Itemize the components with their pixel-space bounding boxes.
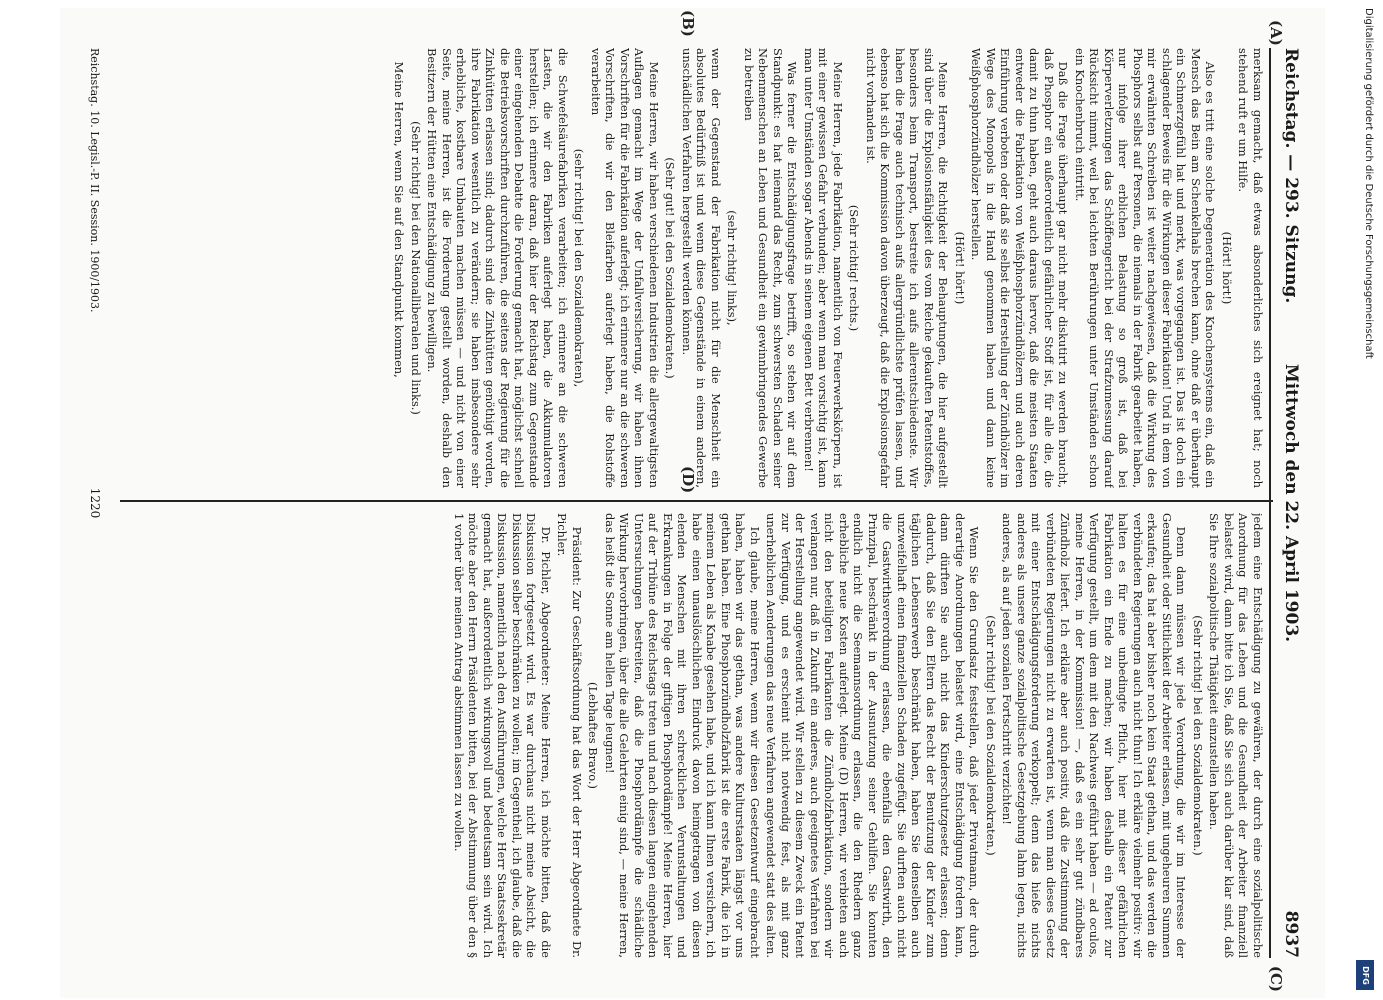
interjection: (Sehr richtig! bei den Sozialdemokraten.)	[1191, 615, 1205, 856]
scanned-page	[60, 8, 1325, 998]
paragraph: Denn dann müssen wir jede Verordnung, die wir im Interesse der Gesundheit oder Sittlichkeit der Arbeiter erlassen, mit ungeheuren Summen erkaufen; das hat aber bisher noch kein Staat gethan, und das werden die verbündeten Regierungen auch nicht thun! Ich erkläre vielmehr positiv: wir halten es für eine unbedingte Pflicht, hier mit dieser gefährlichen Fabrikation ein Ende zu machen; wir haben deshalb ein Patent zur Verfügung gestellt, um dem mit den Nachweis geführt haben — ad oculos, meine Herren, in der Kommission! —, daß es ein sehr gut zündbares Zündholz liefert. Ich erkläre aber auch positiv, daß die Zustimmung der verbündeten Regierungen nicht zu erwarten ist, wenn man dieses Gesetz mit einer Entschädigungsforderung verkoppelt; denn das hieße nichts anderes als unsere ganze sozialpolitische Gesetzgebung lahm legen, nichts anderes, als auf jeden sozialen Fortschritt verzichten!	[1000, 513, 1189, 958]
paragraph: Meine Herren, wir haben verschiedenen Industrien die allergewaltigsten Auflagen gemacht im Wege der Unfallversicherung, wir haben ihnen Vorschriften für die Fabrikation auferlegt; ich erinnere nur an die schweren Vorschriften, die wir den Bleifarben auferlegt haben, die Rohstoffe verarbeiten	[589, 48, 661, 488]
interjection: (Sehr richtig! bei den Sozialdemokraten.)	[984, 615, 998, 856]
right-column	[120, 513, 1265, 958]
header-date: Mittwoch den 22. April 1903.	[1281, 363, 1301, 643]
interjection: (sehr richtig! bei den Sozialdemokraten),	[572, 148, 587, 388]
interjection: (Sehr richtig! rechts.)	[847, 204, 862, 332]
paragraph: Was ferner die Entschädigungsfrage betrifft, so stehen wir auf dem Standpunkt: es hat niemand das Recht, zum schwersten Schaden seiner Nebenmenschen an Leben und Gesundheit ein gewinnbringendes Gewerbe zu betreiben	[742, 48, 800, 488]
paragraph: Daß die Frage überhaupt gar nicht mehr diskutirt zu werden braucht, daß Phosphor ein außerordentlich gefährlicher Stoff ist, für alle die, die damit zu thun haben, geht auch daraus hervor, daß die meisten Staaten entweder die Fabrikation von Weißphosphorzündhölzern und auch deren Einführung verboten oder daß sie selbst die Herstellung der Zündhölzer im Wege des Monopols in die Hand genommen haben und dann keine Weißphosphorzündhölzer herstellen.	[969, 48, 1071, 488]
paragraph: Also es tritt eine solche Degeneration des Knochensystems ein, daß ein Mensch das Bein am Schenkelhals brechen kann, ohne daß er überhaupt ein Schmerzgefühl hat und merkt, was vorgegangen ist. Das ist doch ein schlagender Beweis für die Wirkungen dieser Fabrikation! Und in dem von mir erwähnten Schreiben ist weiter nachgewiesen, daß die Wirkung des Phosphors selbst auf Personen, die niemals in der Fabrik gearbeitet haben, nur infolge ihrer erblichen Belastung so groß ist, daß bei Körperverletzungen das Schöffengericht bei der Strafzumessung darauf Rücksicht nimmt, weil bei leichten Berührungen unter Umständen schon ein Knochenbruch eintritt.	[1073, 48, 1218, 488]
interjection: (Sehr gut! bei den Sozialdemokraten.)	[663, 157, 678, 379]
speaker-paragraph: Präsident: Zur Geschäftsordnung hat das Wort der Herr Abgeordnete Dr. Pichler.	[555, 513, 584, 958]
paragraph: wenn der Gegenstand der Fabrikation nicht für die Menschheit ein absolutes Bedürfniß ist und wenn diese Gegenstände in einem anderen, unschädlichen Verfahren hergestellt werden können.	[680, 48, 723, 488]
margin-mark-d: (D)	[679, 466, 697, 494]
column-divider	[120, 500, 1273, 502]
paragraph: Meine Herren, jede Fabrikation, namentlich von Feuerwerkskörpern, ist mit einer gewissen Gefahr verbunden; aber wenn man vorsichtig ist, kann man unter Umständen sogar Abends in seinem eigenen Bett verbrennen!	[802, 48, 845, 488]
paragraph: merksam gemacht, daß etwas absonderliches sich ereignet hat; noch stehend ruft er um Hilfe.	[1236, 48, 1265, 488]
interjection: (sehr richtig! links),	[725, 210, 740, 326]
header-rule	[1269, 48, 1271, 958]
paragraph: Wenn Sie den Grundsatz feststellen, daß jeder Privatmann, der durch derartige Anordnungen belastet wird, eine Entschädigung fordern kann, dann dürften Sie auch nicht das Kinderschutzgesetz erlassen; denn dadurch, daß Sie den Eltern das Recht der Benutzung der Kinder zum täglichen Lebenserwerb beschränkt haben, haben Sie denselben auch unzweifelhaft einen finanziellen Schaden zugefügt. Sie durften auch nicht die Gastwirthsverordnung erlassen, die ebenfalls den Gastwirth, den Prinzipal, beschränkt in der Ausnutzung seiner Gehilfen. Sie konnten endlich nicht die Seemannsordnung erlassen, die den Rhedern ganz erhebliche neue Kosten auferlegt. Meine (D) Herren, wir verbieten auch nicht den beteiligten Fabrikanten die Zündholzfabrikation, sondern wir verlangen nur, daß in Zukunft ein anderes, auch geeignetes Verfahren bei der Herstellung angewendet wird. Wir stellen zu diesem Zweck ein Patent zur Verfügung, und es erscheint nicht notwendig fest, als mit ganz unerheblichen Aenderungen das neue Verfahren angewendet statt des alten.	[764, 513, 982, 958]
page-header	[1277, 48, 1305, 958]
paragraph: Ich glaube, meine Herren, wenn wir diesen Gesetzentwurf eingebracht haben, haben wir das gethan, was andere Kulturstaaten längst vor uns gethan haben. Eine Phosphorzündholzfabrik ist die erste Fabrik, die ich in meinem Leben als Knabe gesehen habe, und ich kann Ihnen versichern, ich habe einen unauslöschlichen Eindruck davon heimgetragen von diesen elenden Menschen mit ihren schrecklichen Verunstaltungen und Erkrankungen in Folge der giftigen Phosphordämpfe! Meine Herren, hier auf der Tribüne des Reichstags treten und nach diesen langen eingehenden Untersuchungen bestreiten, daß die Phosphordämpfe die schädliche Wirkung hervorbringen, über die alle Gelehrten einig sind, — meine Herren, das heißt die Sonne am hellen Tage leugnen!	[603, 513, 762, 958]
paragraph: Meine Herren, die Richtigkeit der Behauptungen, die hier aufgestellt sind über die Explosionsfähigkeit des vom Reiche gekauften Patentstoffes, besonders beim Transport, bestreite ich aufs allerentschiedenste. Wir haben die Frage auch technisch aufs allergründlichste prüfen lassen, und ebenso hat sich die Kommission davon überzeugt, daß die Explosionsgefahr nicht vorhanden ist.	[864, 48, 951, 488]
paragraph: Meine Herren, wenn Sie auf den Standpunkt kommen,	[392, 61, 407, 378]
left-column	[120, 48, 1265, 488]
funding-notice: Digitalisierung gefördert durch die Deutsche Forschungsgemeinschaft	[1363, 8, 1374, 359]
speaker-paragraph: Dr. Pichler, Abgeordneter: Meine Herren, ich möchte bitten, daß die Diskussion fortgesetzt wird. Es war durchaus nicht meine Absicht, die Diskussion selber beschränken zu wollen; im Gegentheil, ich glaube, daß die Diskussion, namentlich nach den Ausführungen, welche Herr Staatssekretär gemacht hat, außerordentlich wirkungsvoll und bedeutsam sein wird. Ich möchte aber den Herrn Präsidenten bitten, bei der Abstimmung über den § 1 vorher über meinen Antrag abstimmen lassen zu wollen.	[452, 513, 553, 958]
interjection: (Hört! hört!)	[1220, 231, 1234, 305]
header-session: Reichstag. — 293. Sitzung.	[1281, 48, 1301, 304]
header-page-number: 8937	[1281, 910, 1301, 958]
footer-session-info: Reichstag. 10. Legisl.-P. II. Session. 1900/1903.	[88, 48, 101, 313]
digitization-sidebar	[1348, 0, 1383, 1000]
margin-mark-c: (C)	[1267, 965, 1285, 992]
interjection: (Lebhaftes Bravo.)	[586, 682, 601, 789]
interjection: (Hört! hört!)	[953, 231, 967, 305]
paragraph: jedem eine Entschädigung zu gewähren, der durch eine sozialpolitische Anordnung für das Leben und die Gesundheit der Arbeiter finanziell belastet wird, dann bitte ich Sie, daß Sie sich auch darüber klar sind, daß Sie Ihre sozialpolitische Thätigkeit einzustellen haben.	[1207, 513, 1265, 958]
margin-mark-a: (A)	[1267, 20, 1285, 46]
margin-mark-b: (B)	[679, 10, 697, 37]
dfg-logo: DFG	[1356, 960, 1374, 990]
interjection: (Sehr richtig! bei den Nationalliberalen und links.)	[409, 121, 423, 415]
page-number: 1220	[88, 487, 102, 519]
paragraph: die Schwefelsäurefabriken verarbeiten; ich erinnere an die schweren Lasten, die wir den Fabriken auferlegt haben, die Akkumulatoren herstellen; ich erinnere daran, daß hier der Reichstag zum Gegenstande einer eingehenden Debatte die Forderung gemacht hat, möglichst schnell die Betriebsvorschriften durchzuführen, die seitens der Regierung für die Zinkhütten erlassen sind; dadurch sind die Zinkhütten genöthigt worden, ihre Fabrikation wesentlich zu verändern; sie haben insbesondere sehr erhebliche, kostbare Umbauten machen müssen — und nicht von einer Seite, meine Herren, ist die Forderung gestellt worden, deshalb den Besitzern der Hütten eine Entschädigung zu bewilligen.	[425, 48, 570, 488]
